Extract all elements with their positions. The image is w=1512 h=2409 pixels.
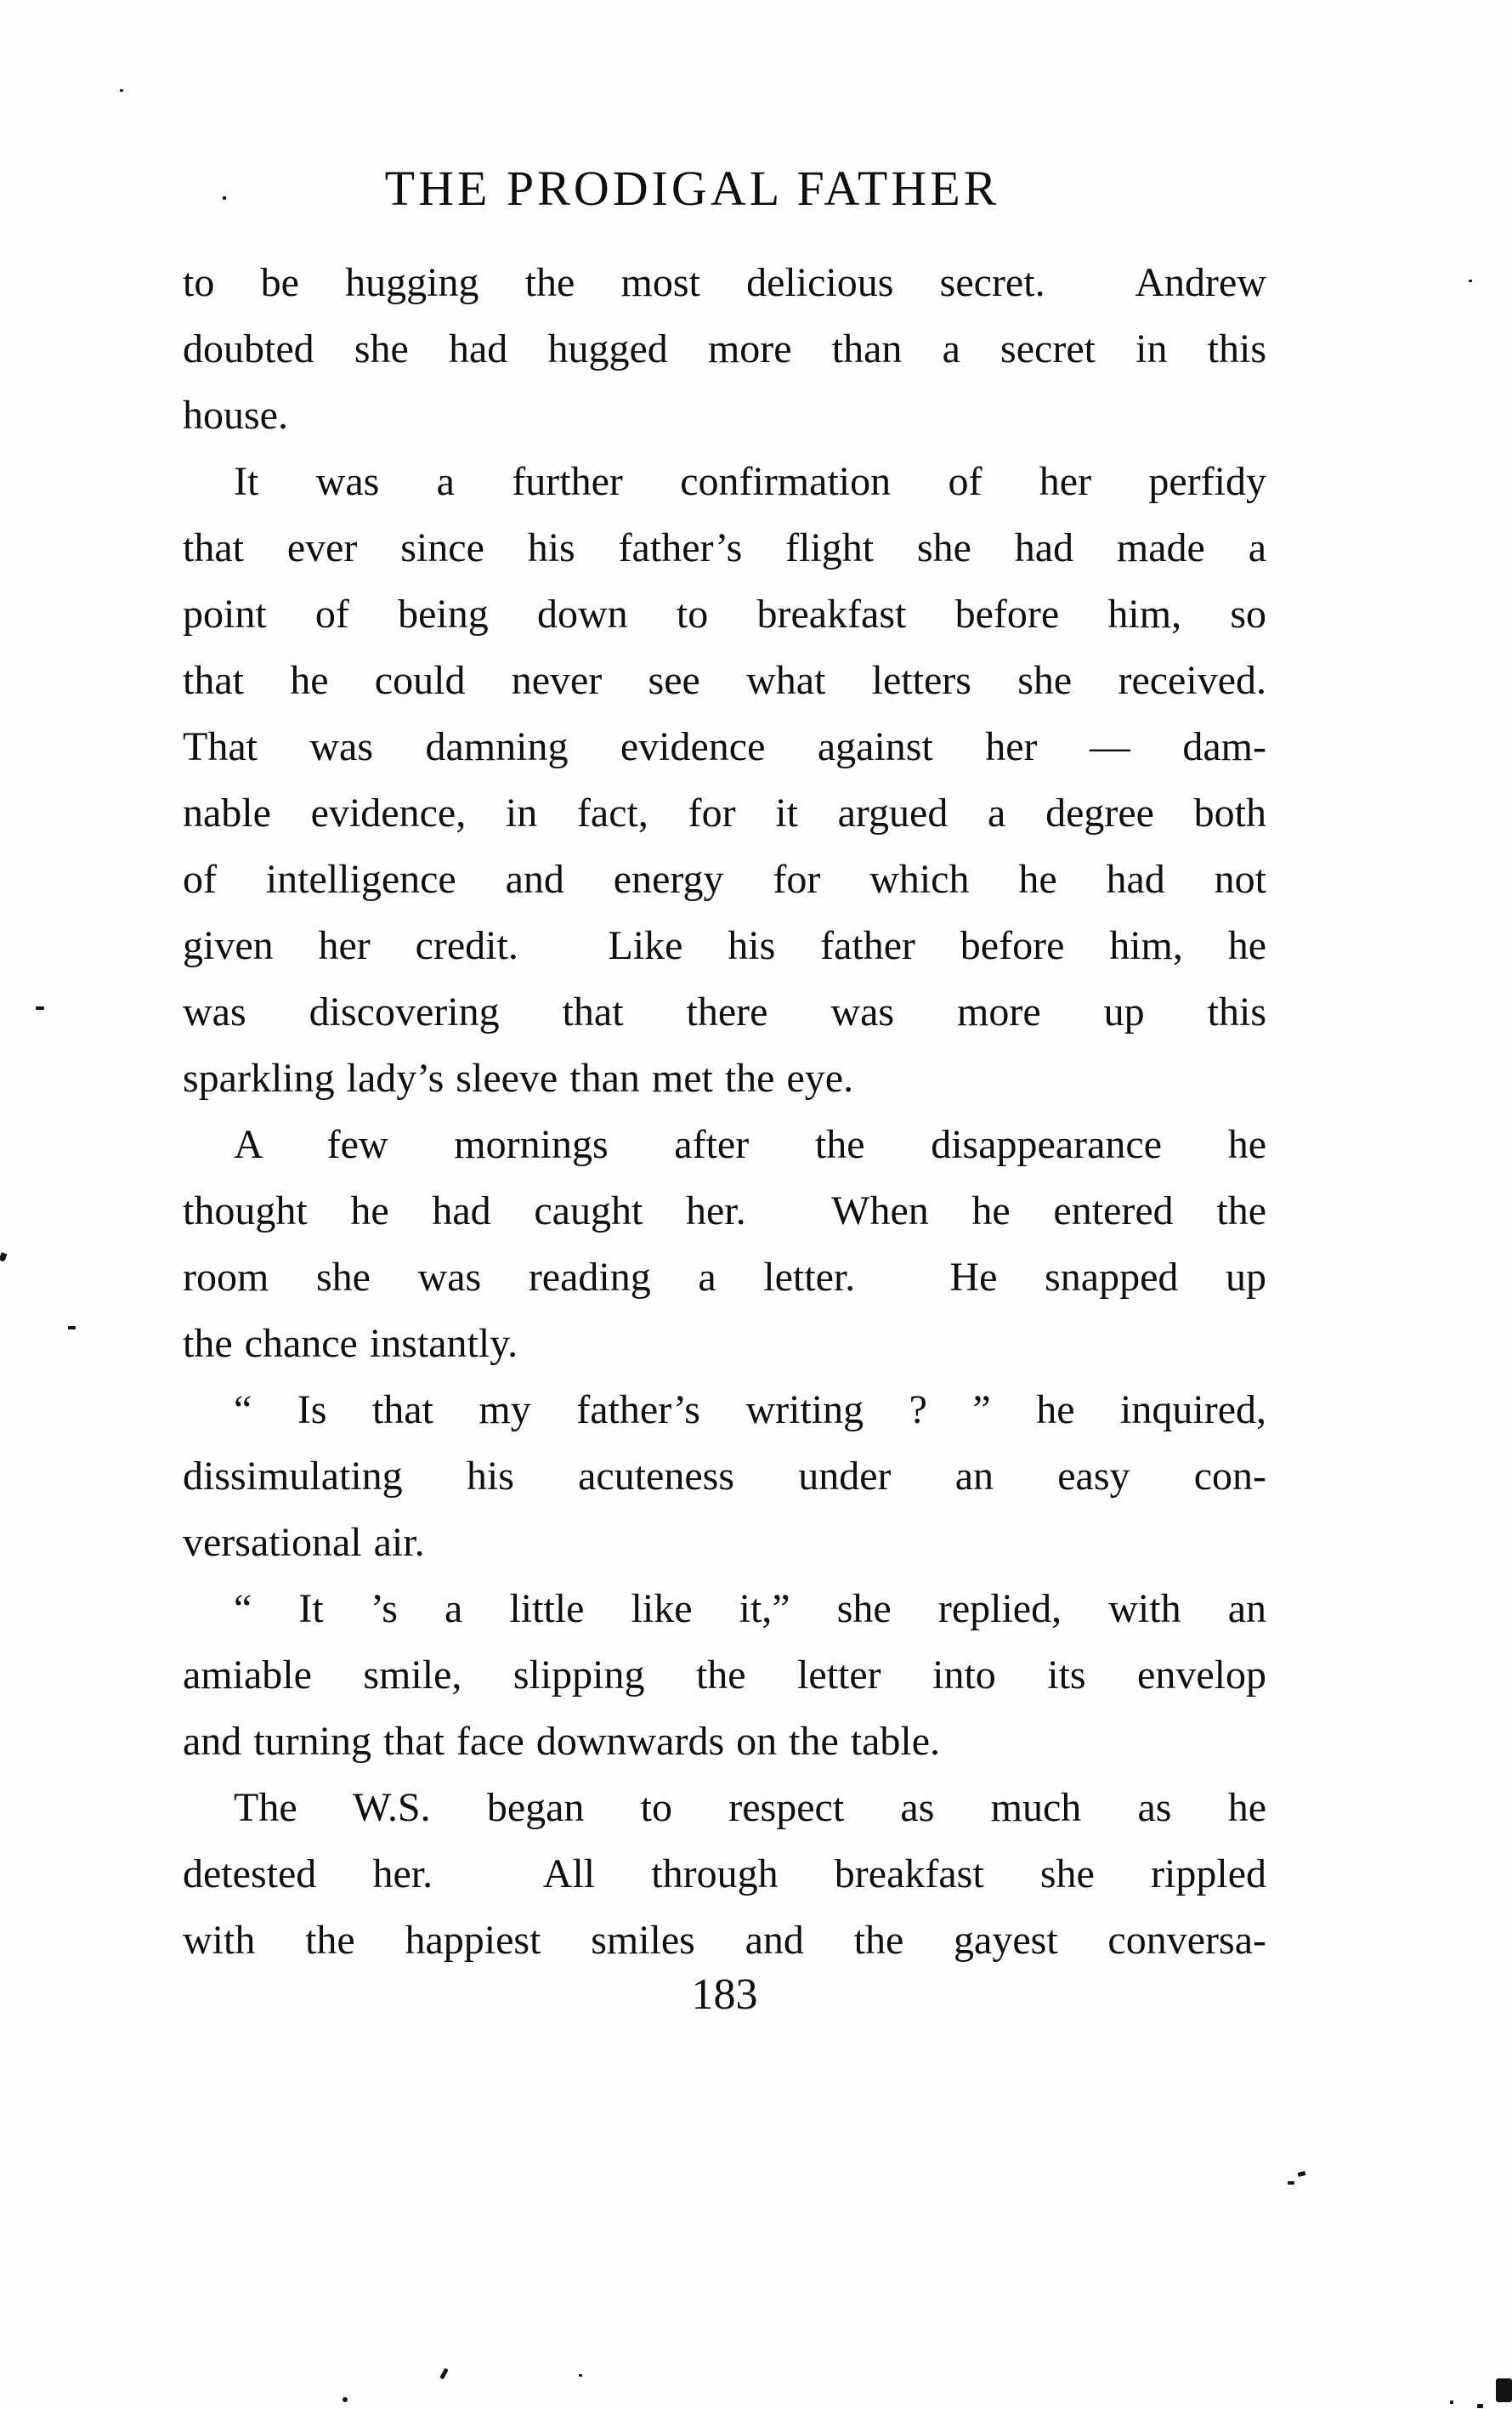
text-line: that he could never see what letters she received. — [183, 658, 1266, 703]
text-line: that ever since his father’s flight she had made a — [183, 525, 1266, 570]
ink-speck — [1469, 280, 1472, 282]
text-line: nable evidence, in fact, for it argued a degree both — [183, 791, 1266, 836]
paragraph — [183, 1576, 1266, 1775]
paragraph — [183, 449, 1266, 1112]
ink-speck — [1477, 2404, 1483, 2408]
text-line: amiable smile, slipping the letter into its envelop — [183, 1652, 1266, 1698]
text-line: was discovering that there was more up this — [183, 989, 1266, 1034]
ink-speck — [1496, 2378, 1512, 2402]
text-block — [183, 250, 1266, 1974]
text-line: point of being down to breakfast before him, so — [183, 592, 1266, 637]
text-line: detested her. All through breakfast she rippled — [183, 1851, 1266, 1896]
ink-speck — [579, 2374, 582, 2377]
text-line: given her credit. Like his father before him, he — [183, 923, 1266, 968]
text-line: of intelligence and energy for which he had not — [183, 857, 1266, 902]
text-line: dissimulating his acuteness under an easy con- — [183, 1454, 1266, 1499]
text-line: That was damning evidence against her — dam- — [183, 724, 1266, 769]
ink-speck — [0, 1252, 7, 1262]
text-line: The W.S. began to respect as much as he — [234, 1785, 1266, 1830]
ink-speck — [1298, 2171, 1306, 2177]
ink-speck — [439, 2368, 449, 2380]
text-line: versational air. — [183, 1520, 425, 1565]
page-number: 183 — [691, 1970, 758, 2019]
text-line: sparkling lady’s sleeve than met the eye. — [183, 1056, 854, 1101]
text-line: with the happiest smiles and the gayest conversa- — [183, 1918, 1266, 1963]
ink-speck — [120, 89, 123, 92]
text-line: the chance instantly. — [183, 1321, 518, 1366]
ink-speck — [36, 1006, 44, 1010]
text-line: thought he had caught her. When he entered the — [183, 1188, 1266, 1233]
ink-speck — [223, 196, 226, 200]
paragraph — [183, 250, 1266, 449]
ink-speck — [343, 2397, 348, 2402]
text-line: “ Is that my father’s writing ? ” he inquired, — [234, 1387, 1266, 1432]
text-line: doubted she had hugged more than a secret in this — [183, 326, 1266, 371]
ink-speck — [1288, 2181, 1294, 2185]
ink-speck — [1450, 2400, 1453, 2404]
text-line: “ It ’s a little like it,” she replied, with an — [234, 1586, 1266, 1631]
paragraph — [183, 1112, 1266, 1377]
paragraph — [183, 1775, 1266, 1974]
text-line: and turning that face downwards on the table. — [183, 1719, 941, 1764]
ink-speck — [68, 1326, 76, 1329]
running-head-title: THE PRODIGAL FATHER — [384, 161, 1000, 216]
text-line: A few mornings after the disappearance he — [234, 1122, 1266, 1167]
text-line: room she was reading a letter. He snapped up — [183, 1255, 1266, 1300]
paragraph — [183, 1377, 1266, 1576]
text-line: It was a further confirmation of her perfidy — [234, 459, 1266, 504]
text-line: to be hugging the most delicious secret. Andrew — [183, 260, 1266, 305]
text-line: house. — [183, 393, 288, 438]
